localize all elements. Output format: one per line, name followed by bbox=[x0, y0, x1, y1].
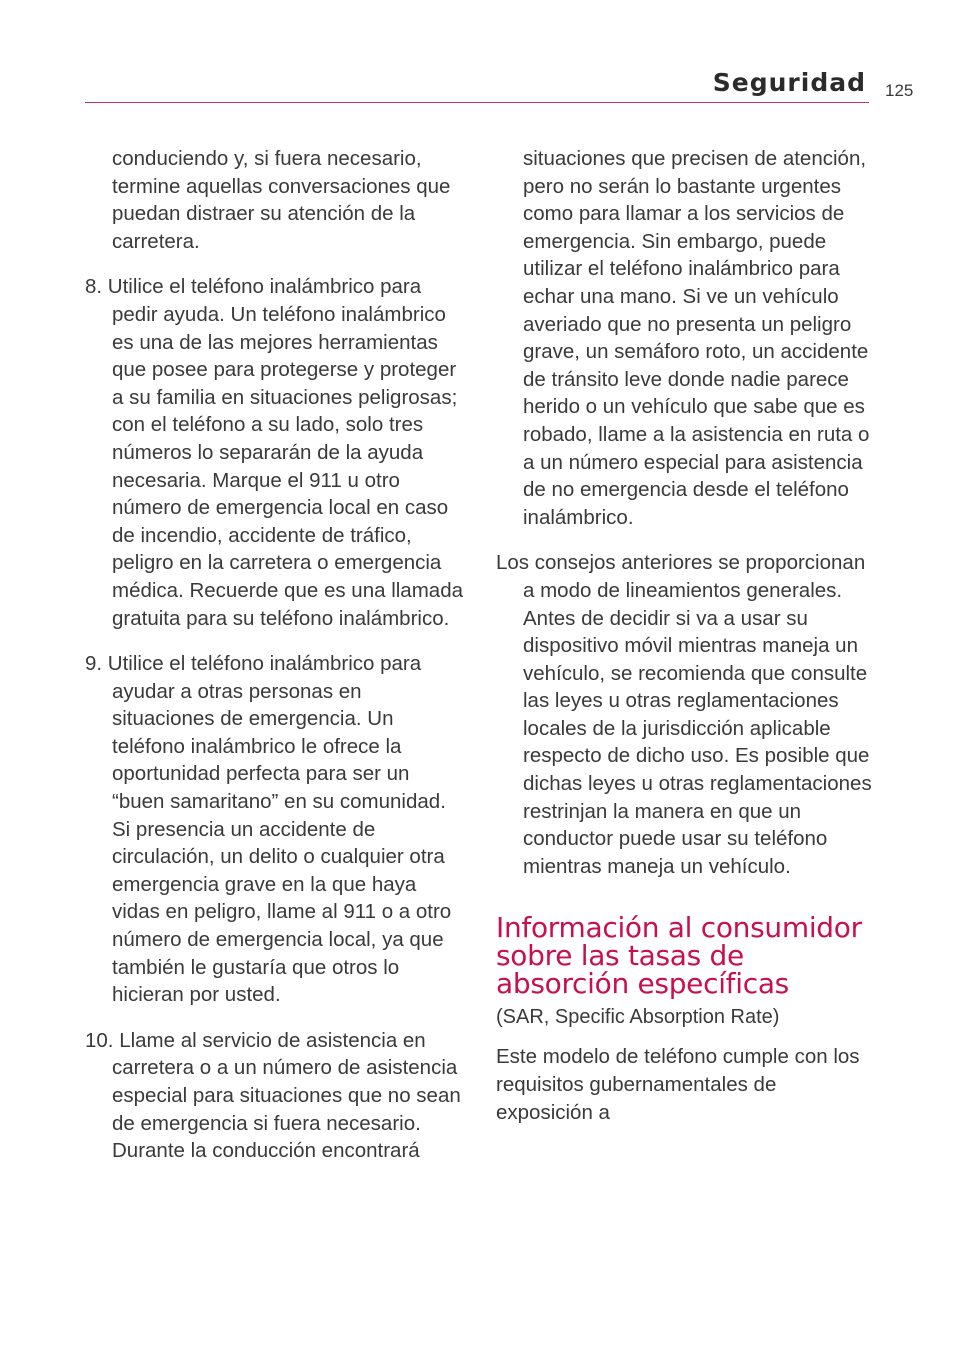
list-item-9: 9. Utilice el teléfono inalámbrico para ayudar a otras personas en situaciones de emergencia. Un teléfono inalámbrico le ofrece la oportunidad perfecta para ser un “buen samaritano” en su comunidad. Si presencia un accidente de circulación, un delito o cualquier otra emergencia grave en la que haya vidas en peligro, llame al 911 o a otro número de emergencia local, ya que también le gustaría que otros lo hicieran por usted. bbox=[85, 652, 452, 1007]
section-heading: Información al consumidor sobre las tasas de absorción específicas bbox=[496, 911, 862, 1001]
right-column bbox=[496, 145, 876, 1126]
paragraph-continuation: situaciones que precisen de atención, pero no serán lo bastante urgentes como para llamar a los servicios de emergencia. Sin embargo, puede utilizar el teléfono inalámbrico para echar una mano. Si ve un vehículo averiado que no presenta un peligro grave, un semáforo roto, un accidente de tránsito leve donde nadie parece herido o un vehículo que sabe que es robado, llame a la asistencia en ruta o a un número especial para asistencia de no emergencia desde el teléfono inalámbrico. bbox=[523, 147, 870, 529]
section-title: Seguridad bbox=[712, 68, 866, 97]
list-item-10: 10. Llame al servicio de asistencia en carretera o a un número de asistencia especial para situaciones que no sean de emergencia si fuera necesario. Durante la conducción encontrará bbox=[85, 1028, 461, 1163]
list-item-8: 8. Utilice el teléfono inalámbrico para pedir ayuda. Un teléfono inalámbrico es una de las mejores herramientas que posee para protegerse y proteger a su familia en situaciones peligrosas; con el teléfono a su lado, solo tres números lo separarán de la ayuda necesaria. Marque el 911 u otro número de emergencia local en caso de incendio, accidente de tráfico, peligro en la carretera o emergencia médica. Recuerde que es una llamada gratuita para su teléfono inalámbrico. bbox=[85, 275, 463, 630]
paragraph-continuation: conduciendo y, si fuera necesario, termine aquellas conversaciones que puedan distraer su atención de la carretera. bbox=[112, 147, 451, 253]
section-body: Este modelo de teléfono cumple con los requisitos gubernamentales de exposición a bbox=[496, 1045, 860, 1124]
summary-paragraph: Los consejos anteriores se proporcionan a modo de lineamientos generales. Antes de decidir si va a usar su dispositivo móvil mientras maneja un vehículo, se recomienda que consulte las leyes u otras reglamentaciones locales de la jurisdicción aplicable respecto de dicho uso. Es posible que dichas leyes u otras reglamentaciones restrinjan la manera en que un conductor puede usar su teléfono mientras maneja un vehículo. bbox=[496, 551, 872, 878]
page-number: 125 bbox=[885, 81, 914, 100]
left-column bbox=[85, 145, 465, 1183]
header-divider bbox=[85, 102, 869, 103]
section-subheading: (SAR, Specific Absorption Rate) bbox=[496, 1006, 780, 1029]
